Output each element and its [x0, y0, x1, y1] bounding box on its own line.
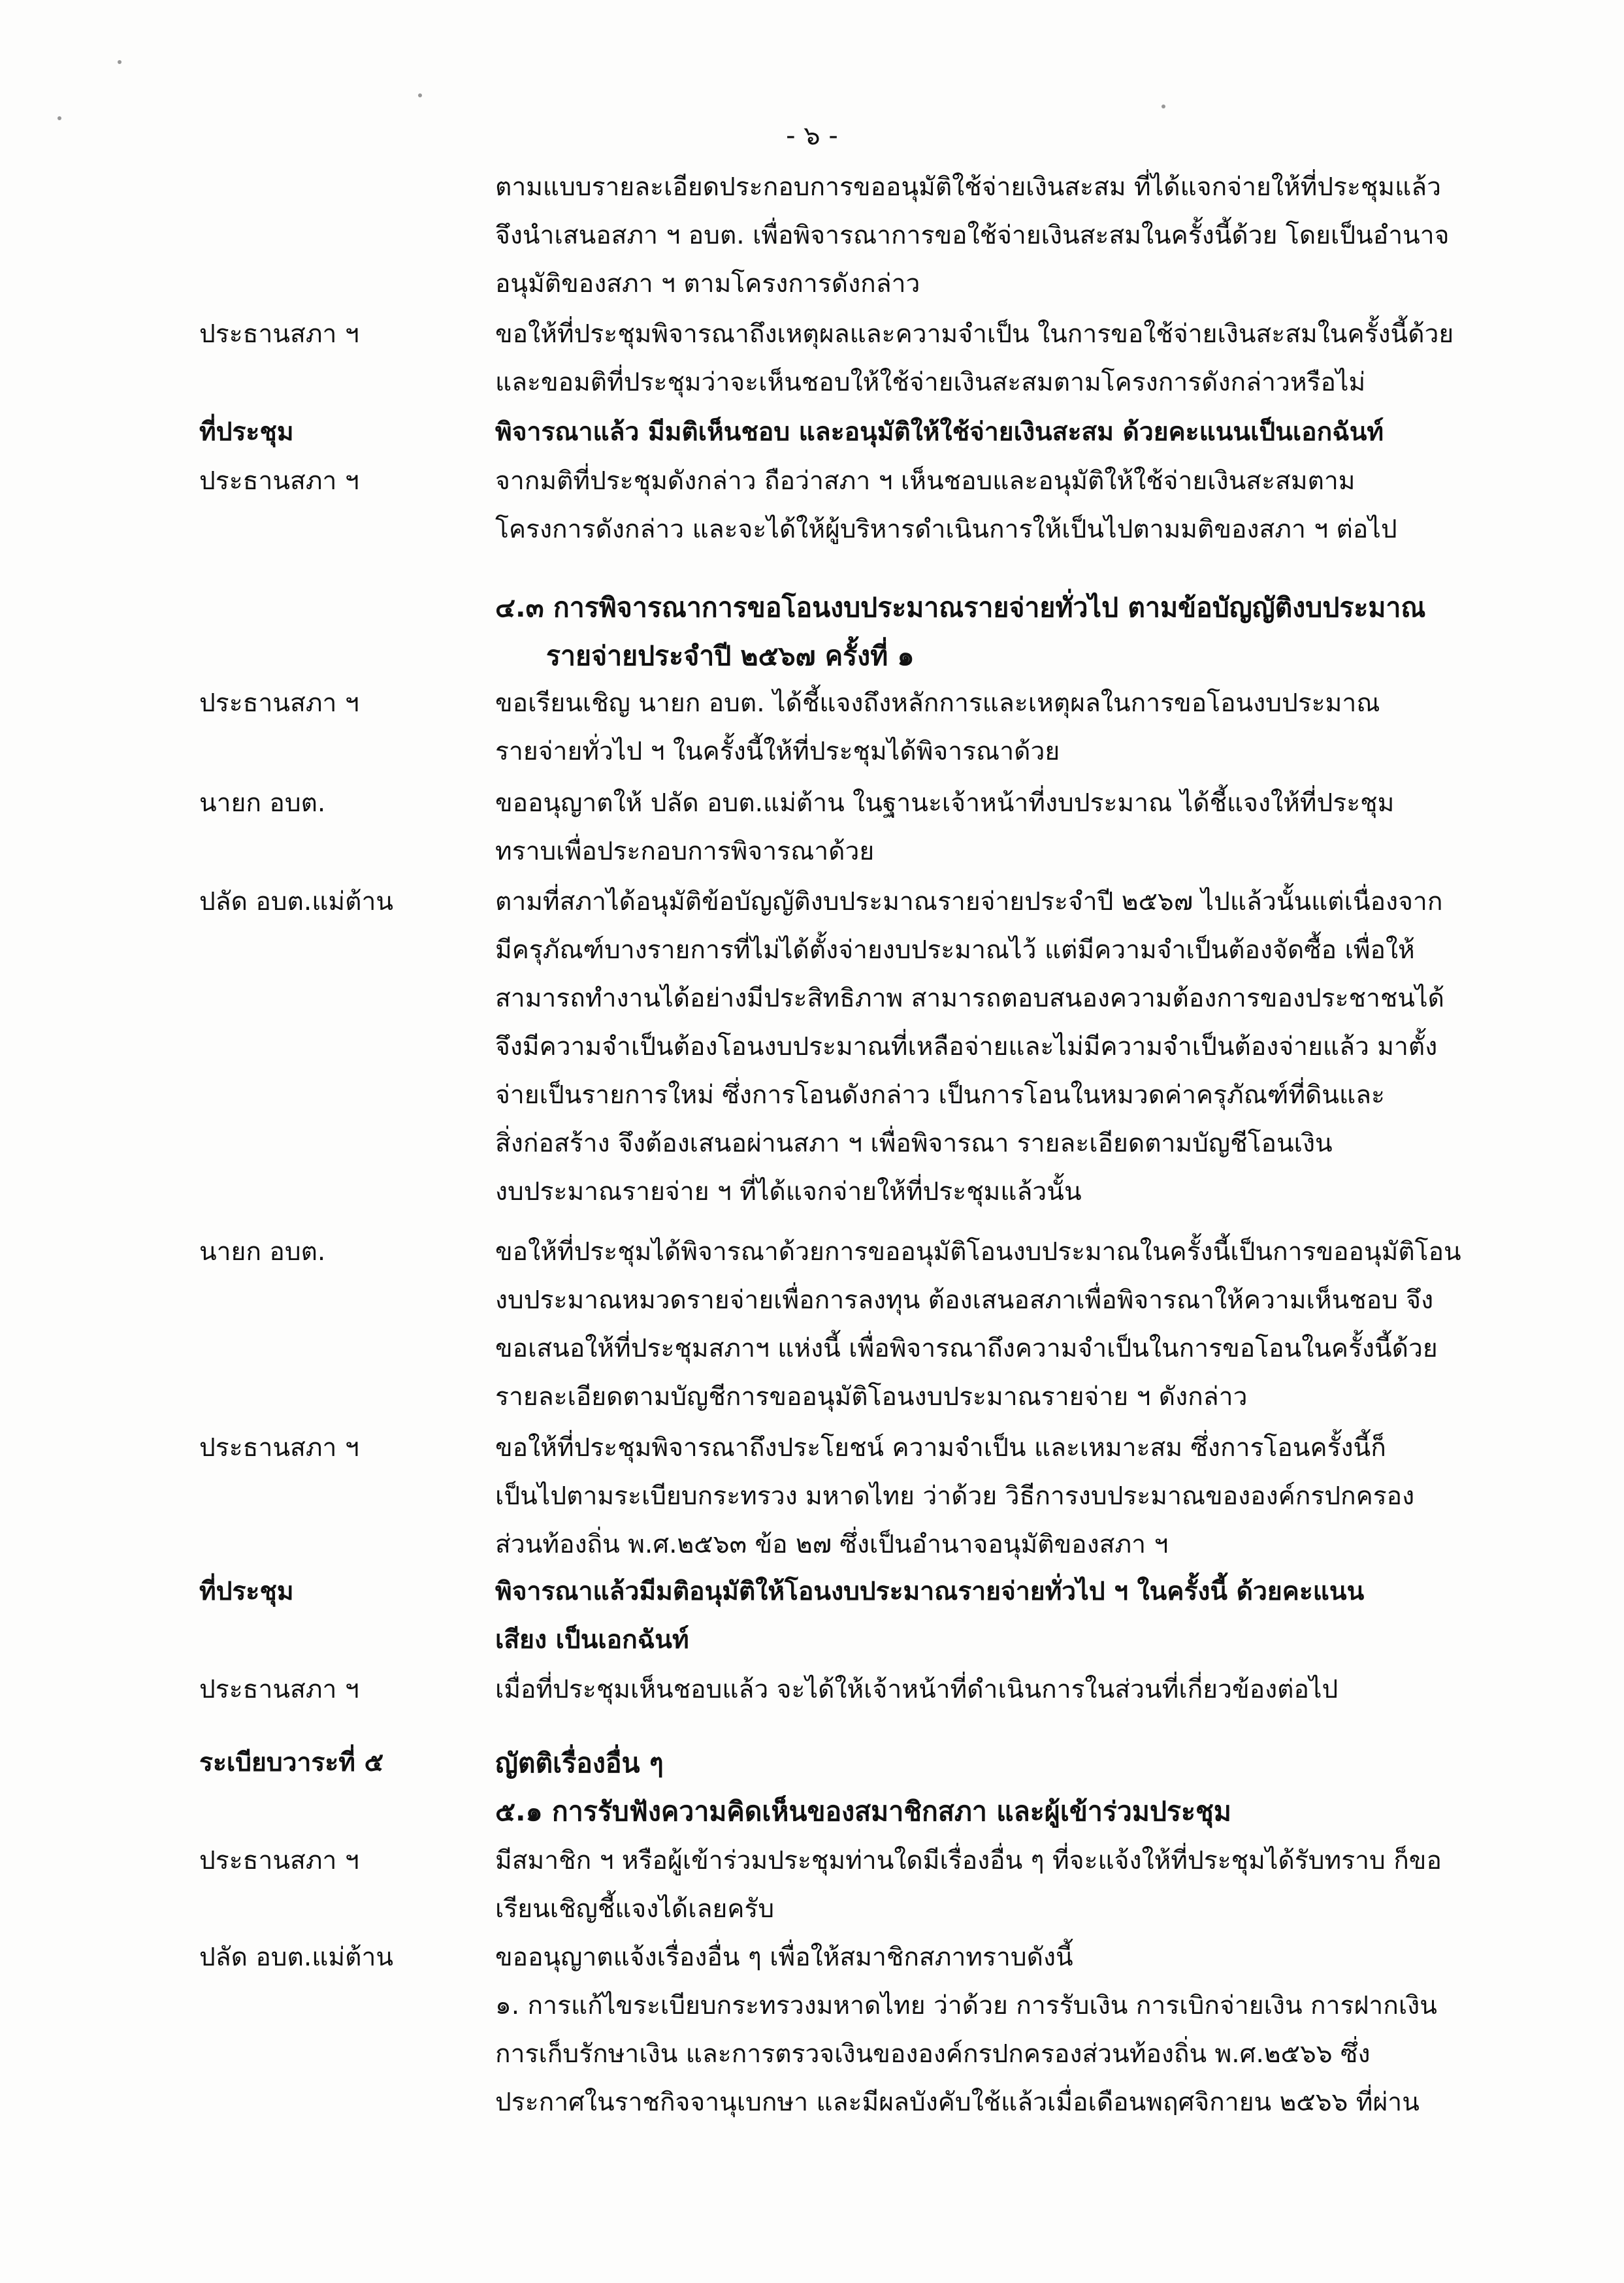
scan-speck	[57, 116, 61, 120]
statement-line: ขออนุญาตแจ้งเรื่องอื่น ๆ เพื่อให้สมาชิกสภาทราบดังนี้	[495, 1943, 1073, 1972]
statement-line: ทราบเพื่อประกอบการพิจารณาด้วย	[495, 837, 875, 866]
statement-line: จากมติที่ประชุมดังกล่าว ถือว่าสภา ฯ เห็นชอบและอนุมัติให้ใช้จ่ายเงินสะสมตาม	[495, 466, 1356, 496]
statement-line: โครงการดังกล่าว และจะได้ให้ผู้บริหารดำเนินการให้เป็นไปตามมติของสภา ฯ ต่อไป	[495, 515, 1397, 544]
statement-line: ประกาศในราชกิจจานุเบกษา และมีผลบังคับใช้แล้วเมื่อเดือนพฤศจิกายน ๒๕๖๖ ที่ผ่าน	[495, 2088, 1420, 2117]
speaker-label: ที่ประชุม	[199, 1577, 294, 1606]
statement-line: ขอให้ที่ประชุมได้พิจารณาด้วยการขออนุมัติโอนงบประมาณในครั้งนี้เป็นการขออนุมัติโอน	[495, 1237, 1461, 1267]
statement-line: รายละเอียดตามบัญชีการขออนุมัติโอนงบประมาณรายจ่าย ฯ ดังกล่าว	[495, 1382, 1248, 1412]
statement-line: ตามที่สภาได้อนุมัติข้อบัญญัติงบประมาณรายจ่ายประจำปี ๒๕๖๗ ไปแล้วนั้นแต่เนื่องจาก	[495, 887, 1443, 916]
statement-line: การเก็บรักษาเงิน และการตรวจเงินขององค์กรปกครองส่วนท้องถิ่น พ.ศ.๒๕๖๖ ซึ่ง	[495, 2039, 1371, 2069]
statement-line: และขอมติที่ประชุมว่าจะเห็นชอบให้ใช้จ่ายเงินสะสมตามโครงการดังกล่าวหรือไม่	[495, 368, 1366, 397]
scan-speck	[1161, 105, 1165, 108]
speaker-label: ประธานสภา ฯ	[199, 1846, 359, 1875]
speaker-label: ประธานสภา ฯ	[199, 688, 359, 718]
statement-line: ขออนุญาตให้ ปลัด อบต.แม่ต้าน ในฐานะเจ้าหน้าที่งบประมาณ ได้ชี้แจงให้ที่ประชุม	[495, 788, 1395, 818]
statement-line: ขอให้ที่ประชุมพิจารณาถึงประโยชน์ ความจำเป็น และเหมาะสม ซึ่งการโอนครั้งนี้ก็	[495, 1433, 1386, 1463]
statement-line: สิ่งก่อสร้าง จึงต้องเสนอผ่านสภา ฯ เพื่อพิจารณา รายละเอียดตามบัญชีโอนเงิน	[495, 1129, 1333, 1158]
statement-line: รายจ่ายทั่วไป ฯ ในครั้งนี้ให้ที่ประชุมได้พิจารณาด้วย	[495, 737, 1060, 766]
statement-line: เรียนเชิญชี้แจงได้เลยครับ	[495, 1894, 775, 1924]
scan-speck	[118, 60, 122, 64]
statement-line: เป็นไปตามระเบียบกระทรวง มหาดไทย ว่าด้วย วิธีการงบประมาณขององค์กรปกครอง	[495, 1482, 1415, 1511]
statement-line: จึงนำเสนอสภา ฯ อบต. เพื่อพิจารณาการขอใช้จ่ายเงินสะสมในครั้งนี้ด้วย โดยเป็นอำนาจ	[495, 221, 1450, 250]
speaker-label: ประธานสภา ฯ	[199, 319, 359, 349]
statement-line: จ่ายเป็นรายการใหม่ ซึ่งการโอนดังกล่าว เป็นการโอนในหมวดค่าครุภัณฑ์ที่ดินและ	[495, 1080, 1385, 1110]
statement-line: ขอเรียนเชิญ นายก อบต. ได้ชี้แจงถึงหลักการและเหตุผลในการขอโอนงบประมาณ	[495, 688, 1380, 718]
section-heading-line: ๔.๓ การพิจารณาการขอโอนงบประมาณรายจ่ายทั่วไป ตามข้อบัญญัติงบประมาณ	[495, 592, 1426, 623]
speaker-label: ระเบียบวาระที่ ๕	[199, 1748, 384, 1777]
statement-line: เมื่อที่ประชุมเห็นชอบแล้ว จะได้ให้เจ้าหน้าที่ดำเนินการในส่วนที่เกี่ยวข้องต่อไป	[495, 1675, 1339, 1704]
speaker-label: ปลัด อบต.แม่ต้าน	[199, 1943, 394, 1972]
statement-line: ตามแบบรายละเอียดประกอบการขออนุมัติใช้จ่ายเงินสะสม ที่ได้แจกจ่ายให้ที่ประชุมแล้ว	[495, 172, 1442, 202]
statement-line: ๑. การแก้ไขระเบียบกระทรวงมหาดไทย ว่าด้วย การรับเงิน การเบิกจ่ายเงิน การฝากเงิน	[495, 1991, 1437, 2020]
speaker-label: ปลัด อบต.แม่ต้าน	[199, 887, 394, 916]
section-heading-line: รายจ่ายประจำปี ๒๕๖๗ ครั้งที่ ๑	[546, 640, 915, 672]
speaker-label: ประธานสภา ฯ	[199, 466, 359, 496]
speaker-label: นายก อบต.	[199, 1237, 326, 1267]
statement-line: มีสมาชิก ฯ หรือผู้เข้าร่วมประชุมท่านใดมีเรื่องอื่น ๆ ที่จะแจ้งให้ที่ประชุมได้รับทราบ ก็ขอ	[495, 1846, 1442, 1875]
scan-speck	[418, 93, 422, 97]
page-number: - ๖ -	[786, 121, 838, 151]
section-heading-line: ญัตติเรื่องอื่น ๆ	[495, 1747, 664, 1779]
speaker-label: ที่ประชุม	[199, 417, 294, 447]
statement-line: ส่วนท้องถิ่น พ.ศ.๒๕๖๓ ข้อ ๒๗ ซึ่งเป็นอำนาจอนุมัติของสภา ฯ	[495, 1530, 1169, 1559]
statement-line: จึงมีความจำเป็นต้องโอนงบประมาณที่เหลือจ่ายและไม่มีความจำเป็นต้องจ่ายแล้ว มาตั้ง	[495, 1032, 1438, 1061]
speaker-label: ประธานสภา ฯ	[199, 1433, 359, 1463]
statement-line: งบประมาณรายจ่าย ฯ ที่ได้แจกจ่ายให้ที่ประชุมแล้วนั้น	[495, 1177, 1082, 1206]
speaker-label: นายก อบต.	[199, 788, 326, 818]
statement-line: มีครุภัณฑ์บางรายการที่ไม่ได้ตั้งจ่ายงบประมาณไว้ แต่มีความจำเป็นต้องจัดซื้อ เพื่อให้	[495, 935, 1415, 965]
statement-line: งบประมาณหมวดรายจ่ายเพื่อการลงทุน ต้องเสนอสภาเพื่อพิจารณาให้ความเห็นชอบ จึง	[495, 1286, 1434, 1315]
statement-line: ขอเสนอให้ที่ประชุมสภาฯ แห่งนี้ เพื่อพิจารณาถึงความจำเป็นในการขอโอนในครั้งนี้ด้วย	[495, 1334, 1438, 1363]
speaker-label: ประธานสภา ฯ	[199, 1675, 359, 1704]
statement-line: เสียง เป็นเอกฉันท์	[495, 1625, 689, 1655]
statement-line: สามารถทำงานได้อย่างมีประสิทธิภาพ สามารถตอบสนองความต้องการของประชาชนได้	[495, 984, 1444, 1013]
statement-line: ขอให้ที่ประชุมพิจารณาถึงเหตุผลและความจำเป็น ในการขอใช้จ่ายเงินสะสมในครั้งนี้ด้วย	[495, 319, 1454, 349]
statement-line: พิจารณาแล้วมีมติอนุมัติให้โอนงบประมาณรายจ่ายทั่วไป ฯ ในครั้งนี้ ด้วยคะแนน	[495, 1577, 1365, 1606]
statement-line: อนุมัติของสภา ฯ ตามโครงการดังกล่าว	[495, 269, 920, 299]
statement-line: พิจารณาแล้ว มีมติเห็นชอบ และอนุมัติให้ใช้จ่ายเงินสะสม ด้วยคะแนนเป็นเอกฉันท์	[495, 417, 1384, 447]
section-heading-line: ๕.๑ การรับฟังความคิดเห็นของสมาชิกสภา และผู้เข้าร่วมประชุม	[495, 1796, 1231, 1827]
